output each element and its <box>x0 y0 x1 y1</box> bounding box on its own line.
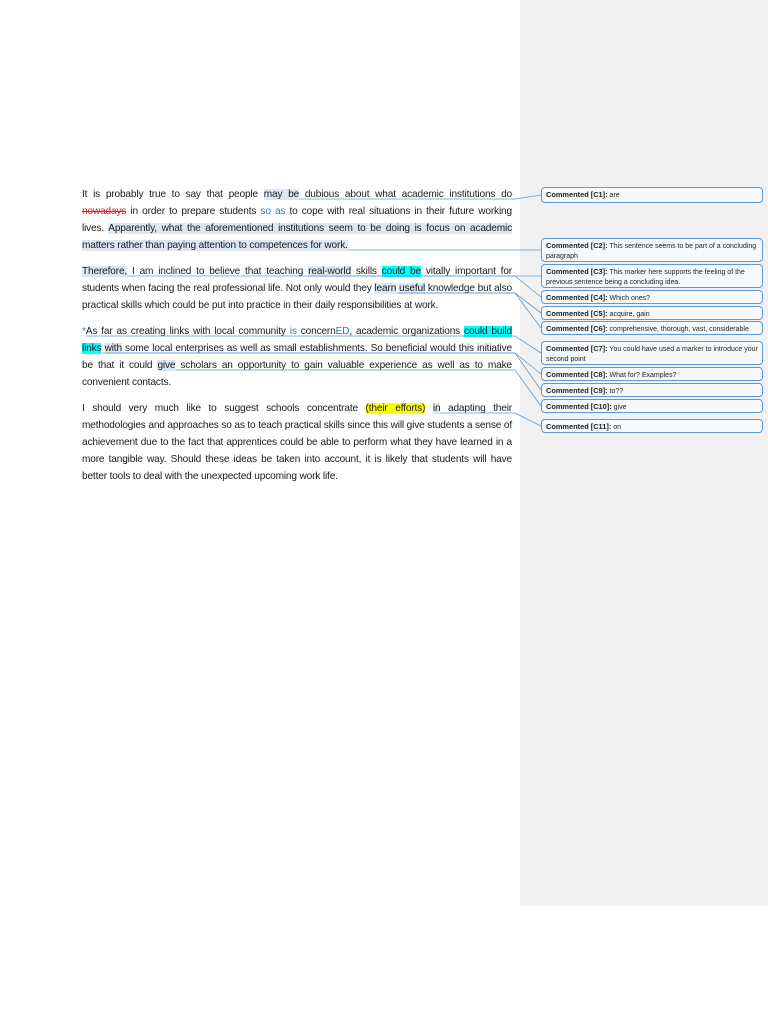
text-run: , academic organizations <box>349 326 465 337</box>
comment-c10[interactable] <box>541 399 763 413</box>
document-body[interactable] <box>82 186 512 494</box>
paragraph-2[interactable] <box>82 263 512 314</box>
comment-anchor-c6[interactable]: useful <box>399 283 426 294</box>
comments-margin-pane <box>520 0 768 906</box>
text-run: dubious about what academic institutions do <box>299 189 512 200</box>
comment-anchor-c5[interactable]: learn <box>374 283 397 294</box>
highlight-cyan[interactable]: could be <box>381 266 421 277</box>
comment-label: Commented [C6]: <box>546 324 608 333</box>
comment-anchor-c1[interactable]: may be <box>263 189 300 200</box>
comment-text: What for? Examples? <box>609 372 677 379</box>
comment-anchor-c10[interactable]: give <box>157 360 176 371</box>
comment-text: This marker here supports the feeling of the previous sentence being a concluding idea. <box>546 269 745 286</box>
tracked-insertion[interactable]: is <box>289 326 297 337</box>
comment-text: acquire, gain <box>609 311 650 318</box>
text-run: I am inclined to believe that teaching <box>127 266 309 277</box>
text-run <box>425 403 433 414</box>
tracked-insertion[interactable]: ED <box>335 326 350 337</box>
text-run: As far as creating links with local community <box>85 326 290 337</box>
comment-c1[interactable] <box>541 187 763 203</box>
comment-label: Commented [C7]: <box>546 344 608 353</box>
comment-label: Commented [C2]: <box>546 241 608 250</box>
comment-text: on <box>613 424 622 431</box>
comment-c9[interactable] <box>541 383 763 397</box>
comment-anchor-c4[interactable]: real-world <box>308 266 351 277</box>
paragraph-4[interactable] <box>82 400 512 485</box>
comment-anchor-c8[interactable]: could build links <box>82 326 512 354</box>
text-run: I should very much like to suggest schools concentrate <box>82 403 366 414</box>
comment-c7[interactable] <box>541 341 763 365</box>
text-run: It is probably true to say that people <box>82 189 264 200</box>
text-run: skills <box>350 266 382 277</box>
highlight-yellow[interactable]: (their efforts) <box>365 403 426 414</box>
comment-text: This sentence seems to be part of a concluding paragraph <box>546 243 757 260</box>
comment-c11[interactable] <box>541 419 763 433</box>
comment-label: Commented [C8]: <box>546 370 608 379</box>
comment-text: comprehensive, thorough, vast, considerable <box>609 326 749 333</box>
text-run: in order to prepare students <box>126 206 261 217</box>
comment-text: Which ones? <box>609 295 651 302</box>
paragraph-1[interactable] <box>82 186 512 254</box>
text-run: scholars an opportunity to gain valuable experience as well as to make convenient contacts. <box>82 360 512 388</box>
comment-text: give <box>613 404 627 411</box>
text-run: to cope with real situations in their future working lives. <box>82 206 512 234</box>
comment-anchor-c9[interactable]: with <box>104 343 122 354</box>
comment-c5[interactable] <box>541 306 763 320</box>
comment-text: are <box>609 192 620 199</box>
text-run: adapting their methodologies and approaches so as to teach practical skills since this will give students a sense of achievement due to the fact that apprentices could be able to perform what they have learned in a more tangible way. Should these ideas be taken into account, it is likely that students will have better tools to deal with the unexpected upcoming work life. <box>82 403 513 482</box>
comment-label: Commented [C3]: <box>546 267 608 276</box>
comment-c8[interactable] <box>541 367 763 381</box>
comment-label: Commented [C9]: <box>546 386 608 395</box>
paragraph-3[interactable] <box>82 323 512 391</box>
comment-anchor-c11[interactable]: in <box>432 403 441 414</box>
comment-anchor-c2[interactable]: Apparently, what the aforementioned institutions seem to be doing is focus on academic matters rather than paying attention to competences for work. <box>82 223 512 251</box>
text-run: vitally important for students when facing the real professional life. Not only would they <box>82 266 512 294</box>
comment-anchor-c7[interactable]: * <box>82 326 86 337</box>
comment-text: You could have used a marker to introduce your second point <box>546 346 758 363</box>
comment-label: Commented [C10]: <box>546 402 612 411</box>
comment-label: Commented [C5]: <box>546 309 608 318</box>
comment-anchor-c3[interactable]: Therefore, <box>82 266 128 277</box>
comment-c2[interactable] <box>541 238 763 262</box>
comment-label: Commented [C1]: <box>546 190 608 199</box>
text-run: concern <box>296 326 336 337</box>
comment-c4[interactable] <box>541 290 763 304</box>
comment-c3[interactable] <box>541 264 763 288</box>
comment-text: to?? <box>609 388 624 395</box>
text-run: some local enterprises as well as small establishments. So beneficial would this initiative be that it could <box>82 343 512 371</box>
text-run: knowledge but also practical skills which could be put into practice in their daily responsibilities at work. <box>82 283 512 311</box>
comment-c6[interactable] <box>541 321 763 335</box>
tracked-deletion[interactable]: nowadays <box>82 206 127 217</box>
tracked-insertion[interactable]: so as <box>260 206 286 217</box>
comment-label: Commented [C4]: <box>546 293 608 302</box>
comment-label: Commented [C11]: <box>546 422 612 431</box>
